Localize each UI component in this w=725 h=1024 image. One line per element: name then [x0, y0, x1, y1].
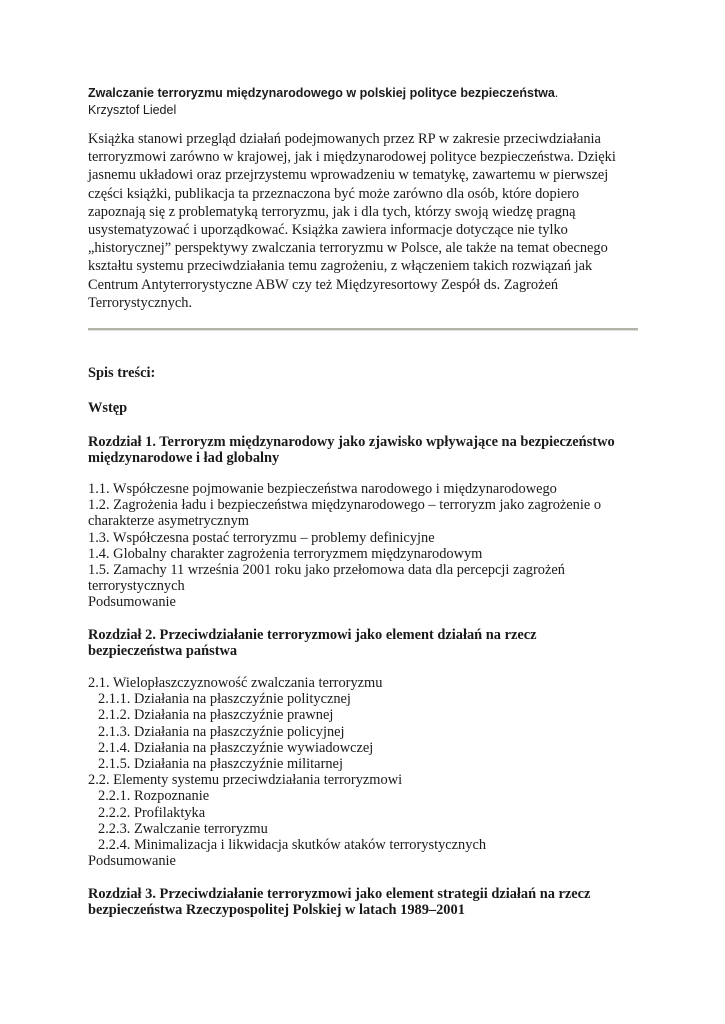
- chapter-title-line: Rozdział 3. Przeciwdziałanie terroryzmowi jako element strategii działań na rzecz: [88, 886, 591, 902]
- summary-line: usystematyzować i uporządkować. Książka zawiera informacje dotyczące nie tylko: [88, 222, 568, 239]
- summary-line: zapoznają się z problematyką terroryzmu, jak i dla tych, którzy swoją wiedzę pragną: [88, 203, 576, 220]
- summary-line: jasnemu układowi oraz przejrzystemu wprowadzeniu w tematykę, zawartemu w pierwszej: [88, 167, 609, 184]
- summary-line: Terrorystycznych.: [88, 294, 193, 311]
- document-header: [88, 85, 648, 119]
- toc-subitem: 2.2.3. Zwalczanie terroryzmu: [98, 820, 268, 837]
- toc-item: 1.2. Zagrożenia ładu i bezpieczeństwa międzynarodowego – terroryzm jako zagrożenie o: [88, 497, 602, 514]
- toc-item: 1.5. Zamachy 11 września 2001 roku jako przełomowa data dla percepcji zagrożeń: [88, 562, 565, 579]
- toc-subitem: 2.1.4. Działania na płaszczyźnie wywiadowczej: [98, 739, 374, 756]
- summary-line: terroryzmowi zarówno w krajowej, jak i międzynarodowej polityce bezpieczeństwa. Dzięki: [88, 149, 616, 166]
- book-author: Krzysztof Liedel: [88, 103, 177, 117]
- toc-subitem: 2.2.2. Profilaktyka: [98, 804, 206, 821]
- toc-item: 1.1. Współczesne pojmowanie bezpieczeństwa narodowego i międzynarodowego: [88, 481, 557, 497]
- toc-item: charakterze asymetrycznym: [88, 513, 250, 530]
- toc-subitem: 2.1.2. Działania na płaszczyźnie prawnej: [98, 707, 334, 724]
- toc-item: 1.4. Globalny charakter zagrożenia terroryzmem międzynarodowym: [88, 545, 483, 562]
- summary-line: Książka stanowi przegląd działań podejmowanych przez RP w zakresie przeciwdziałania: [88, 131, 601, 147]
- toc-heading: Spis treści:: [88, 365, 156, 381]
- summary-line: Centrum Antyterrorystyczne ABW czy też Międzyresortowy Zespół ds. Zagrożeń: [88, 276, 559, 293]
- book-title: [88, 85, 648, 102]
- toc-intro: Wstęp: [88, 400, 128, 416]
- summary-line: części książki, publikacja ta przeznaczona być może zarówno dla osób, które dopiero: [88, 185, 580, 202]
- chapter-1-title: [88, 434, 658, 466]
- chapter-title-line: bezpieczeństwa Rzeczypospolitej Polskiej w latach 1989–2001: [88, 902, 465, 919]
- toc-subitem: 2.1.3. Działania na płaszczyźnie policyjnej: [98, 723, 345, 740]
- chapter-title-line: Rozdział 1. Terroryzm międzynarodowy jako zjawisko wpływające na bezpieczeństwo: [88, 434, 615, 450]
- toc-subitem: 2.1.5. Działania na płaszczyźnie militarnej: [98, 756, 343, 773]
- toc-item: 2.2. Elementy systemu przeciwdziałania terroryzmowi: [88, 772, 403, 789]
- chapter-1-items: [88, 481, 668, 611]
- chapter-title-line: bezpieczeństwa państwa: [88, 643, 238, 660]
- summary-line: „historycznej” perspektywy zwalczania terroryzmu w Polsce, ale także na temat obecnego: [88, 240, 608, 257]
- chapter-3-title: [88, 886, 658, 918]
- horizontal-divider: [88, 328, 638, 331]
- toc-item: terrorystycznych: [88, 578, 185, 595]
- chapter-title-line: międzynarodowe i ład globalny: [88, 450, 280, 467]
- chapter-title-line: Rozdział 2. Przeciwdziałanie terroryzmowi jako element działań na rzecz: [88, 627, 537, 643]
- toc-subitem: 2.1.1. Działania na płaszczyźnie politycznej: [98, 691, 351, 708]
- book-summary: [88, 130, 658, 312]
- toc-item: 2.1. Wielopłaszczyznowość zwalczania terroryzmu: [88, 675, 383, 691]
- toc-subitem: 2.2.4. Minimalizacja i likwidacja skutków ataków terrorystycznych: [98, 837, 487, 854]
- book-title-text: Zwalczanie terroryzmu międzynarodowego w polskiej polityce bezpieczeństwa: [88, 86, 555, 100]
- toc-item: Podsumowanie: [88, 594, 176, 611]
- toc-item: Podsumowanie: [88, 853, 176, 870]
- book-title-dot: .: [554, 86, 559, 100]
- toc-item: 1.3. Współczesna postać terroryzmu – problemy definicyjne: [88, 529, 435, 546]
- summary-line: kształtu systemu przeciwdziałania temu zagrożeniu, z włączeniem takich rozwiązań jak: [88, 258, 593, 275]
- chapter-2-items: [88, 675, 668, 869]
- chapter-2-title: [88, 627, 658, 659]
- toc-subitem: 2.2.1. Rozpoznanie: [98, 788, 210, 805]
